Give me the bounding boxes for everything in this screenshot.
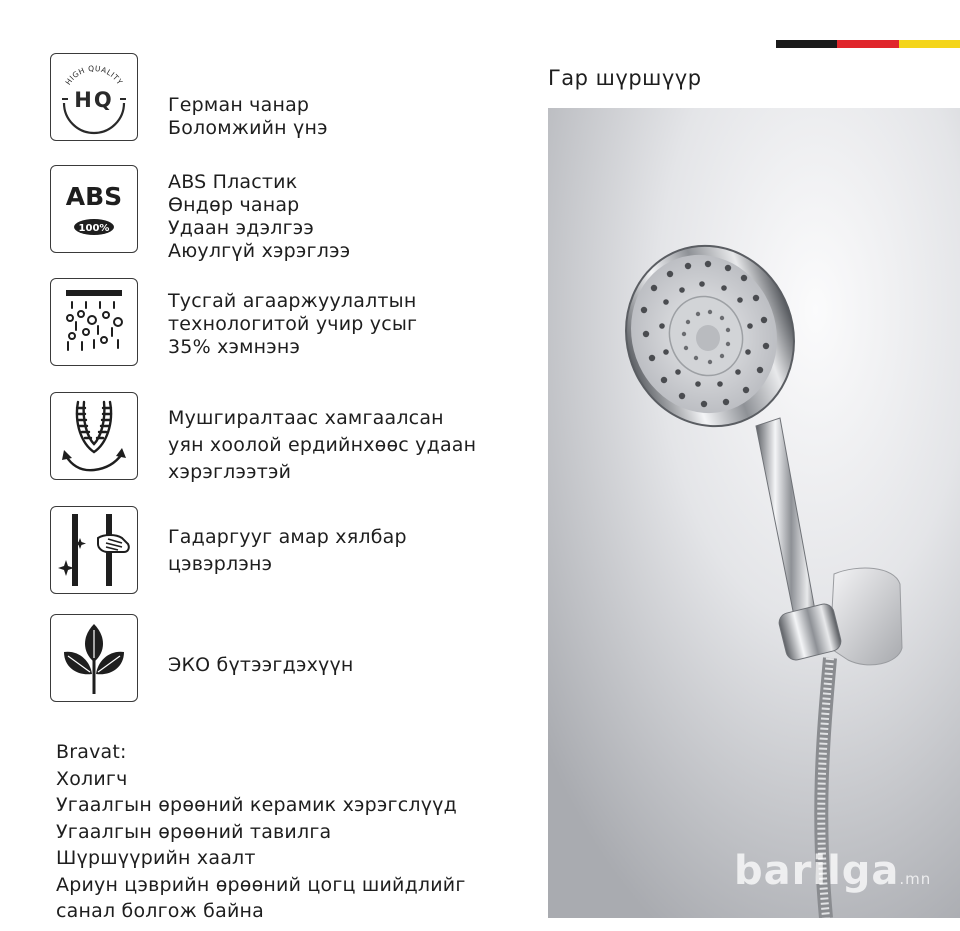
flag-gold-stripe [899,40,960,48]
bravat-line: Шүршүүрийн хаалт [56,847,256,869]
bravat-line: санал болгож байна [56,900,264,922]
bravat-line: Угаалгын өрөөний керамик хэрэгслүүд [56,794,457,816]
product-title: Гар шүршүүр [548,66,702,90]
bravat-line: Bravat: [56,741,127,763]
abs-main-text: ABS [65,182,123,211]
feature-line: Аюулгүй хэрэглээ [168,240,351,262]
german-flag-stripe [776,40,960,48]
feature-line: ABS Пластик [168,171,298,193]
feature-line: Өндөр чанар [168,194,300,216]
feature-quality-text [168,94,328,140]
flag-black-stripe [776,40,837,48]
feature-line: Мушгиралтаас хамгаалсан [168,407,444,429]
eco-leaves-icon [50,614,138,702]
feature-line: Удаан эдэлгээ [168,217,315,239]
easy-clean-surface-icon [50,506,138,594]
hq-ring-text: HIGH QUALITY [63,63,125,87]
shower-aeration-icon [50,278,138,366]
feature-eco-text [168,654,354,677]
bravat-description [56,739,466,925]
feature-abs-text [168,171,350,263]
shower-head-photo [548,108,960,918]
svg-text:HIGH QUALITY [64,64,125,87]
bravat-line: Ариун цэврийн өрөөний цогц шийдлийг [56,873,466,896]
feature-line: ЭКО бүтээгдэхүүн [168,654,354,676]
feature-line: Герман чанар [168,94,310,116]
feature-aeration-text [168,290,417,359]
feature-line: Гадаргууг амар хялбар [168,526,407,548]
feature-hose-text [168,405,476,486]
feature-line: 35% хэмнэнэ [168,336,301,358]
feature-line: хэрэглээтэй [168,461,292,483]
feature-line: Боломжийн үнэ [168,117,328,139]
anti-twist-hose-icon [50,392,138,480]
feature-clean-text [168,524,407,578]
abs-plastic-icon [50,165,138,253]
flag-red-stripe [837,40,898,48]
barilga-watermark: barilga.mn [734,848,932,894]
feature-line: цэвэрлэнэ [168,553,273,575]
feature-line: уян хоолой ердийнхөөс удаан [168,434,477,456]
bravat-line: Холигч [56,767,128,790]
feature-line: технологитой учир усыг [168,313,418,335]
high-quality-hq-icon [50,53,138,141]
abs-badge-text: 100% [78,223,110,234]
feature-line: Тусгай агааржуулалтын [168,290,417,312]
bravat-line: Угаалгын өрөөний тавилга [56,820,332,843]
hq-main-text: HQ [74,88,114,112]
